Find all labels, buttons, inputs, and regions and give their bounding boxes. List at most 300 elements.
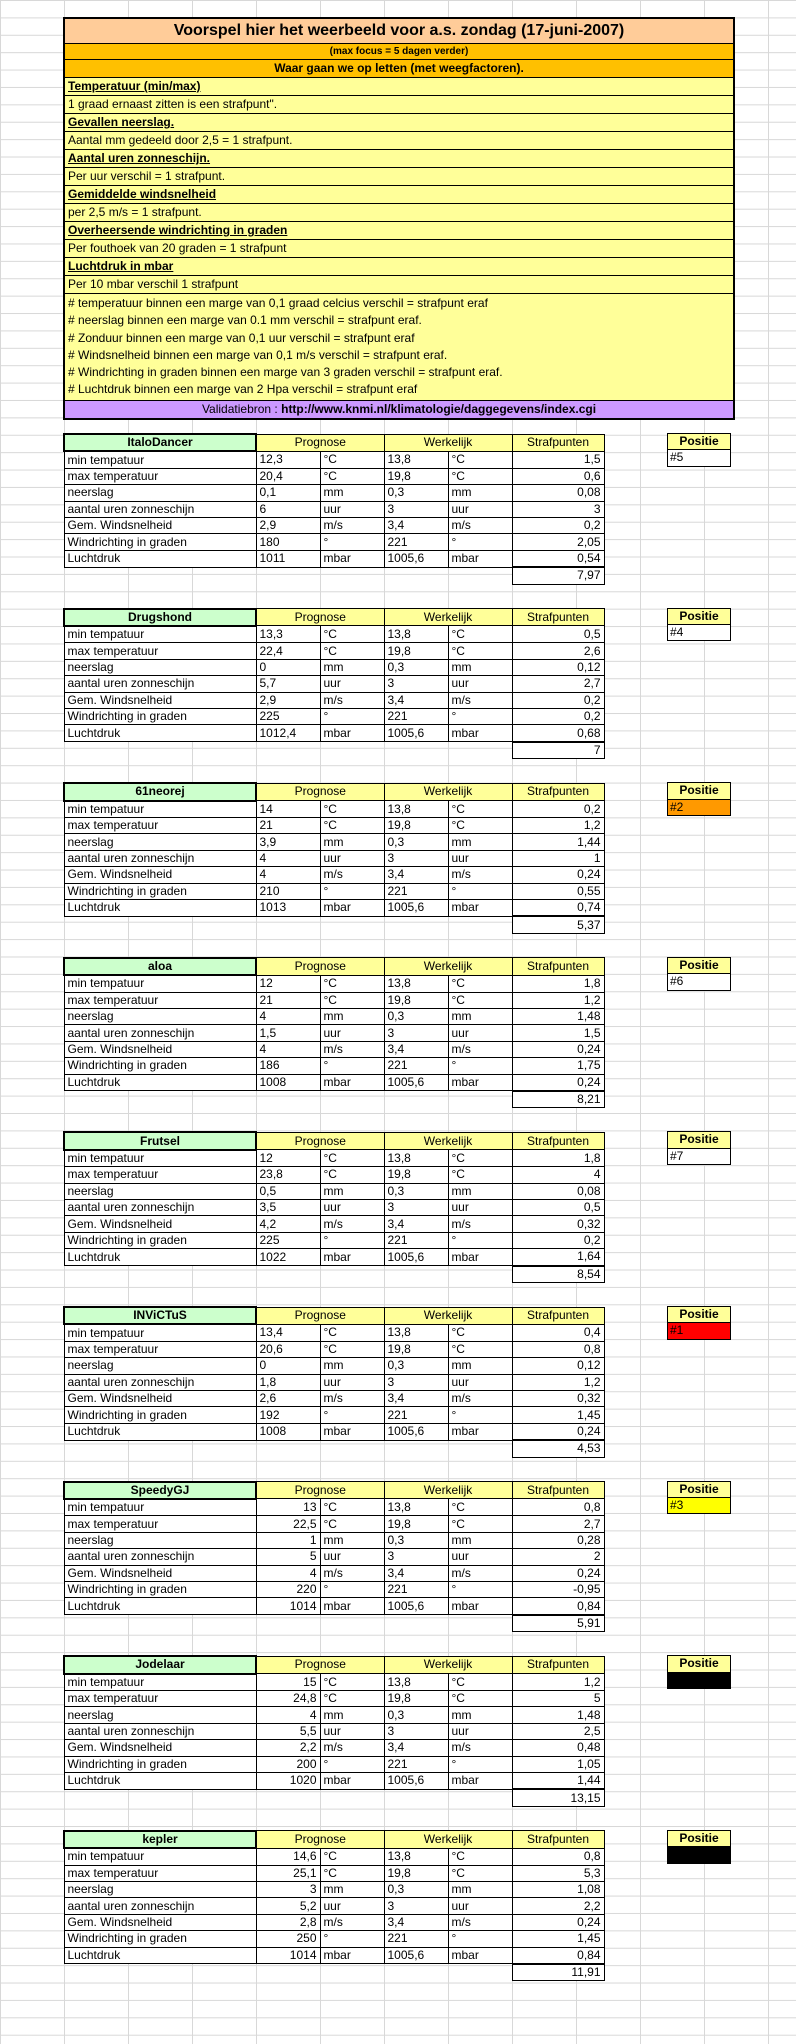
penalty-value: 1,64 — [512, 1249, 604, 1266]
player-table — [63, 1655, 603, 1807]
prognose-unit: uur — [320, 1898, 384, 1914]
spacer-cell — [320, 1615, 384, 1632]
spacer-cell — [384, 742, 448, 759]
penalty-value: 0,28 — [512, 1532, 604, 1548]
prognose-unit: mbar — [320, 725, 384, 742]
validation-label: Validatiebron : — [201, 401, 282, 416]
prognose-unit: uur — [320, 1549, 384, 1565]
row-label: aantal uren zonneschijn — [64, 501, 256, 517]
penalty-value: 1,45 — [512, 1407, 604, 1423]
actual-unit: mbar — [448, 1074, 512, 1091]
spacer-cell — [384, 1440, 448, 1457]
position-value: #1 — [667, 1323, 731, 1339]
header-werkelijk: Werkelijk — [384, 1307, 512, 1324]
position-value: #5 — [667, 450, 731, 466]
row-label: neerslag — [64, 659, 256, 675]
table-row — [64, 468, 604, 484]
prognose-unit: °C — [320, 817, 384, 833]
actual-value: 221 — [384, 534, 448, 550]
actual-value: 13,8 — [384, 1150, 448, 1167]
actual-unit: ° — [448, 883, 512, 899]
position-box — [667, 433, 731, 467]
total-row — [64, 1789, 604, 1806]
penalty-value: 1,08 — [512, 1881, 604, 1897]
actual-unit: uur — [448, 501, 512, 517]
player-name: kepler — [64, 1831, 256, 1848]
prognose-value: 4,2 — [256, 1216, 320, 1232]
penalty-value: 1,48 — [512, 1707, 604, 1723]
prognose-unit: °C — [320, 801, 384, 818]
header-strafpunten: Strafpunten — [512, 1656, 604, 1673]
spacer-cell — [64, 1615, 256, 1632]
prognose-value: 1013 — [256, 899, 320, 916]
penalty-value: 0,2 — [512, 517, 604, 533]
row-label: min tempatuur — [64, 801, 256, 818]
prognose-unit: uur — [320, 501, 384, 517]
header-strafpunten: Strafpunten — [512, 609, 604, 626]
spacer-cell — [448, 567, 512, 584]
actual-value: 221 — [384, 1756, 448, 1772]
actual-unit: m/s — [448, 692, 512, 708]
prognose-value: 21 — [256, 992, 320, 1008]
actual-value: 19,8 — [384, 1516, 448, 1532]
player-name: Jodelaar — [64, 1656, 256, 1673]
position-box — [667, 1655, 731, 1689]
penalty-total: 13,15 — [512, 1789, 604, 1806]
header-werkelijk: Werkelijk — [384, 434, 512, 451]
spacer-cell — [448, 742, 512, 759]
validation-link[interactable]: http://www.knmi.nl/klimatologie/daggegevens/index.cgi — [281, 401, 597, 416]
total-row — [64, 742, 604, 759]
table-row — [64, 1407, 604, 1423]
penalty-value: 0,4 — [512, 1324, 604, 1341]
penalty-value: 0,32 — [512, 1390, 604, 1406]
row-label: Gem. Windsnelheid — [64, 692, 256, 708]
prognose-value: 23,8 — [256, 1167, 320, 1183]
actual-value: 19,8 — [384, 468, 448, 484]
actual-value: 0,3 — [384, 1881, 448, 1897]
actual-value: 1005,6 — [384, 1598, 448, 1615]
actual-value: 0,3 — [384, 834, 448, 850]
position-label: Positie — [667, 957, 731, 974]
spacer-cell — [384, 1091, 448, 1108]
actual-unit: mm — [448, 1008, 512, 1024]
spacer-cell — [384, 1789, 448, 1806]
prognose-value: 0 — [256, 659, 320, 675]
prognose-value: 250 — [256, 1931, 320, 1947]
prognose-unit: mm — [320, 1183, 384, 1199]
header-strafpunten: Strafpunten — [512, 1482, 604, 1499]
table-row — [64, 1690, 604, 1706]
table-row — [64, 1423, 604, 1440]
prognose-value: 22,5 — [256, 1516, 320, 1532]
total-row — [64, 1266, 604, 1283]
penalty-value: 0,2 — [512, 692, 604, 708]
criterion-desc: 1 graad ernaast zitten is een strafpunt". — [65, 96, 733, 114]
prognose-value: 5,2 — [256, 1898, 320, 1914]
prognose-value: 2,8 — [256, 1914, 320, 1930]
penalty-value: 1,48 — [512, 1008, 604, 1024]
actual-value: 221 — [384, 1931, 448, 1947]
actual-unit: mbar — [448, 1249, 512, 1266]
actual-unit: °C — [448, 817, 512, 833]
position-label: Positie — [667, 1306, 731, 1323]
row-label: Gem. Windsnelheid — [64, 1914, 256, 1930]
actual-unit: uur — [448, 1199, 512, 1215]
row-label: Luchtdruk — [64, 1249, 256, 1266]
header-werkelijk: Werkelijk — [384, 1132, 512, 1149]
prognose-unit: °C — [320, 1516, 384, 1532]
spacer-cell — [448, 916, 512, 933]
score-table — [63, 1830, 605, 1982]
table-row — [64, 1499, 604, 1516]
margin-rule: # temperatuur binnen een marge van 0,1 graad celcius verschil = strafpunt eraf — [68, 296, 488, 310]
player-name: Drugshond — [64, 609, 256, 626]
table-row — [64, 485, 604, 501]
player-table — [63, 608, 603, 760]
score-table — [63, 1131, 605, 1283]
actual-value: 3 — [384, 1549, 448, 1565]
actual-value: 13,8 — [384, 1499, 448, 1516]
table-row — [64, 883, 604, 899]
table-row — [64, 451, 604, 468]
table-row — [64, 867, 604, 883]
spacer-cell — [256, 742, 320, 759]
table-row — [64, 676, 604, 692]
actual-value: 221 — [384, 1058, 448, 1074]
table-row — [64, 1848, 604, 1865]
actual-value: 221 — [384, 883, 448, 899]
prognose-unit: mm — [320, 1532, 384, 1548]
header-prognose: Prognose — [256, 783, 384, 800]
prognose-value: 3,5 — [256, 1199, 320, 1215]
actual-value: 1005,6 — [384, 1074, 448, 1091]
actual-value: 3,4 — [384, 692, 448, 708]
spacer-cell — [320, 1964, 384, 1981]
table-row — [64, 1707, 604, 1723]
row-label: max temperatuur — [64, 992, 256, 1008]
actual-value: 3 — [384, 850, 448, 866]
position-value: #3 — [667, 1498, 731, 1514]
spacer-cell — [320, 1091, 384, 1108]
prognose-unit: mbar — [320, 899, 384, 916]
header-werkelijk: Werkelijk — [384, 783, 512, 800]
penalty-total: 5,37 — [512, 916, 604, 933]
prognose-value: 14 — [256, 801, 320, 818]
criteria-heading: Waar gaan we op letten (met weegfactoren). — [65, 60, 733, 78]
prognose-unit: °C — [320, 451, 384, 468]
penalty-value: 0,5 — [512, 1199, 604, 1215]
actual-unit: mm — [448, 1358, 512, 1374]
table-header-row — [64, 1307, 604, 1324]
table-row — [64, 1865, 604, 1881]
penalty-value: 1,45 — [512, 1931, 604, 1947]
penalty-value: 1,2 — [512, 992, 604, 1008]
row-label: Windrichting in graden — [64, 1581, 256, 1597]
table-row — [64, 850, 604, 866]
spacer-cell — [256, 1789, 320, 1806]
row-label: aantal uren zonneschijn — [64, 676, 256, 692]
penalty-value: 0,24 — [512, 1074, 604, 1091]
row-label: min tempatuur — [64, 1150, 256, 1167]
row-label: max temperatuur — [64, 1167, 256, 1183]
prognose-value: 22,4 — [256, 643, 320, 659]
row-label: neerslag — [64, 1881, 256, 1897]
criterion-title: Gevallen neerslag. — [65, 114, 733, 132]
table-row — [64, 992, 604, 1008]
position-label: Positie — [667, 1481, 731, 1498]
actual-value: 19,8 — [384, 992, 448, 1008]
table-header-row — [64, 1831, 604, 1848]
prognose-unit: °C — [320, 1499, 384, 1516]
spacer-cell — [256, 1266, 320, 1283]
penalty-value: 0,68 — [512, 725, 604, 742]
header-prognose: Prognose — [256, 609, 384, 626]
actual-value: 3 — [384, 501, 448, 517]
actual-value: 19,8 — [384, 817, 448, 833]
row-label: neerslag — [64, 1707, 256, 1723]
actual-unit: ° — [448, 534, 512, 550]
penalty-value: 2 — [512, 1549, 604, 1565]
table-header-row — [64, 958, 604, 975]
row-label: Gem. Windsnelheid — [64, 867, 256, 883]
total-row — [64, 1964, 604, 1981]
penalty-value: 0,2 — [512, 708, 604, 724]
row-label: Luchtdruk — [64, 1772, 256, 1789]
row-label: Luchtdruk — [64, 1423, 256, 1440]
rules-header — [63, 17, 735, 420]
actual-unit: °C — [448, 992, 512, 1008]
row-label: Gem. Windsnelheid — [64, 517, 256, 533]
row-label: Luchtdruk — [64, 1598, 256, 1615]
table-row — [64, 1341, 604, 1357]
prognose-value: 1 — [256, 1532, 320, 1548]
prognose-value: 13 — [256, 1499, 320, 1516]
prognose-value: 25,1 — [256, 1865, 320, 1881]
actual-unit: mbar — [448, 1598, 512, 1615]
penalty-value: 0,84 — [512, 1947, 604, 1964]
spacer-cell — [64, 1440, 256, 1457]
penalty-value: 1,2 — [512, 1374, 604, 1390]
prognose-value: 12,3 — [256, 451, 320, 468]
header-werkelijk: Werkelijk — [384, 609, 512, 626]
actual-unit: uur — [448, 1898, 512, 1914]
prognose-value: 2,9 — [256, 517, 320, 533]
table-header-row — [64, 609, 604, 626]
table-row — [64, 1674, 604, 1691]
position-box — [667, 1481, 731, 1515]
penalty-value: 0,12 — [512, 659, 604, 675]
prognose-value: 1011 — [256, 550, 320, 567]
actual-value: 13,8 — [384, 451, 448, 468]
criterion-title: Overheersende windrichting in graden — [65, 222, 733, 240]
row-label: Windrichting in graden — [64, 534, 256, 550]
spacer-cell — [64, 1789, 256, 1806]
row-label: aantal uren zonneschijn — [64, 1199, 256, 1215]
actual-value: 19,8 — [384, 1865, 448, 1881]
prognose-value: 1,8 — [256, 1374, 320, 1390]
player-name: 61neorej — [64, 783, 256, 800]
position-label: Positie — [667, 782, 731, 799]
actual-unit: ° — [448, 1058, 512, 1074]
score-table — [63, 608, 605, 760]
prognose-unit: °C — [320, 1865, 384, 1881]
actual-value: 13,8 — [384, 1674, 448, 1691]
prognose-unit: mbar — [320, 550, 384, 567]
row-label: min tempatuur — [64, 1848, 256, 1865]
prognose-value: 2,9 — [256, 692, 320, 708]
spacer-cell — [256, 1964, 320, 1981]
penalty-value: 0,8 — [512, 1499, 604, 1516]
prognose-unit: mm — [320, 1008, 384, 1024]
table-row — [64, 708, 604, 724]
penalty-value: 1,44 — [512, 1772, 604, 1789]
penalty-value: 1 — [512, 850, 604, 866]
table-row — [64, 550, 604, 567]
row-label: min tempatuur — [64, 451, 256, 468]
score-table — [63, 1306, 605, 1458]
table-row — [64, 643, 604, 659]
spacer-cell — [448, 1615, 512, 1632]
criterion-desc: Per uur verschil = 1 strafpunt. — [65, 168, 733, 186]
prognose-unit: mbar — [320, 1947, 384, 1964]
prognose-value: 1008 — [256, 1423, 320, 1440]
penalty-value: 1,5 — [512, 451, 604, 468]
table-row — [64, 834, 604, 850]
prognose-value: 4 — [256, 867, 320, 883]
penalty-value: 1,2 — [512, 1674, 604, 1691]
actual-unit: m/s — [448, 1565, 512, 1581]
actual-unit: mbar — [448, 1947, 512, 1964]
penalty-value: 2,2 — [512, 1898, 604, 1914]
table-row — [64, 1008, 604, 1024]
prognose-unit: mbar — [320, 1074, 384, 1091]
prognose-unit: °C — [320, 992, 384, 1008]
actual-value: 3,4 — [384, 1740, 448, 1756]
prognose-value: 4 — [256, 1707, 320, 1723]
table-row — [64, 517, 604, 533]
actual-unit: m/s — [448, 1914, 512, 1930]
row-label: aantal uren zonneschijn — [64, 1374, 256, 1390]
actual-unit: uur — [448, 1723, 512, 1739]
prognose-value: 4 — [256, 1041, 320, 1057]
actual-value: 19,8 — [384, 643, 448, 659]
penalty-total: 7,97 — [512, 567, 604, 584]
table-row — [64, 1183, 604, 1199]
actual-unit: °C — [448, 1690, 512, 1706]
spacer-cell — [320, 1440, 384, 1457]
row-label: Gem. Windsnelheid — [64, 1390, 256, 1406]
page-subtitle: (max focus = 5 dagen verder) — [65, 44, 733, 60]
player-table — [63, 957, 603, 1109]
prognose-unit: °C — [320, 1674, 384, 1691]
position-value: #7 — [667, 1149, 731, 1165]
prognose-value: 20,6 — [256, 1341, 320, 1357]
header-prognose: Prognose — [256, 1307, 384, 1324]
spacer-cell — [320, 742, 384, 759]
actual-value: 3 — [384, 676, 448, 692]
actual-unit: uur — [448, 1549, 512, 1565]
prognose-value: 3 — [256, 1881, 320, 1897]
actual-value: 0,3 — [384, 1183, 448, 1199]
criterion-desc: Per 10 mbar verschil 1 strafpunt — [65, 276, 733, 294]
player-table — [63, 1131, 603, 1283]
player-table — [63, 1481, 603, 1633]
prognose-unit: uur — [320, 850, 384, 866]
penalty-value: 0,32 — [512, 1216, 604, 1232]
penalty-value: 0,2 — [512, 801, 604, 818]
actual-value: 1005,6 — [384, 725, 448, 742]
actual-unit: °C — [448, 1499, 512, 1516]
table-row — [64, 1199, 604, 1215]
prognose-value: 12 — [256, 975, 320, 992]
prognose-unit: °C — [320, 1150, 384, 1167]
table-row — [64, 692, 604, 708]
actual-value: 3 — [384, 1025, 448, 1041]
player-table — [63, 782, 603, 934]
total-row — [64, 1440, 604, 1457]
prognose-unit: mbar — [320, 1249, 384, 1266]
prognose-value: 180 — [256, 534, 320, 550]
penalty-total: 4,53 — [512, 1440, 604, 1457]
table-row — [64, 659, 604, 675]
table-row — [64, 1058, 604, 1074]
player-table — [63, 1830, 603, 1982]
actual-unit: °C — [448, 626, 512, 643]
table-row — [64, 1549, 604, 1565]
row-label: aantal uren zonneschijn — [64, 1549, 256, 1565]
prognose-unit: mm — [320, 834, 384, 850]
prognose-value: 5 — [256, 1549, 320, 1565]
criterion-desc: Aantal mm gedeeld door 2,5 = 1 strafpunt. — [65, 132, 733, 150]
table-row — [64, 1074, 604, 1091]
spacer-cell — [448, 1789, 512, 1806]
position-value — [667, 1847, 731, 1863]
penalty-value: 2,7 — [512, 676, 604, 692]
prognose-unit: ° — [320, 1232, 384, 1248]
prognose-unit: °C — [320, 468, 384, 484]
spacer-cell — [448, 1964, 512, 1981]
validation-source — [65, 401, 733, 418]
actual-unit: °C — [448, 1167, 512, 1183]
margin-rule: # Zonduur binnen een marge van 0,1 uur verschil = strafpunt eraf — [68, 330, 415, 345]
actual-value: 19,8 — [384, 1690, 448, 1706]
margin-rule: # Windrichting in graden binnen een marge van 3 graden verschil = strafpunt eraf. — [68, 365, 503, 380]
actual-unit: mbar — [448, 899, 512, 916]
actual-value: 1005,6 — [384, 1772, 448, 1789]
actual-unit: °C — [448, 975, 512, 992]
row-label: Luchtdruk — [64, 899, 256, 916]
row-label: Luchtdruk — [64, 725, 256, 742]
page-title: Voorspel hier het weerbeeld voor a.s. zondag (17-juni-2007) — [65, 19, 733, 44]
row-label: Windrichting in graden — [64, 883, 256, 899]
prognose-unit: m/s — [320, 517, 384, 533]
row-label: max temperatuur — [64, 1690, 256, 1706]
prognose-unit: °C — [320, 626, 384, 643]
penalty-value: 0,24 — [512, 1565, 604, 1581]
row-label: max temperatuur — [64, 643, 256, 659]
row-label: neerslag — [64, 485, 256, 501]
row-label: Windrichting in graden — [64, 1232, 256, 1248]
actual-unit: °C — [448, 1150, 512, 1167]
prognose-value: 0,5 — [256, 1183, 320, 1199]
penalty-value: 0,08 — [512, 1183, 604, 1199]
prognose-unit: m/s — [320, 1740, 384, 1756]
actual-unit: mm — [448, 659, 512, 675]
actual-value: 3,4 — [384, 867, 448, 883]
row-label: max temperatuur — [64, 1516, 256, 1532]
penalty-value: 0,2 — [512, 1232, 604, 1248]
